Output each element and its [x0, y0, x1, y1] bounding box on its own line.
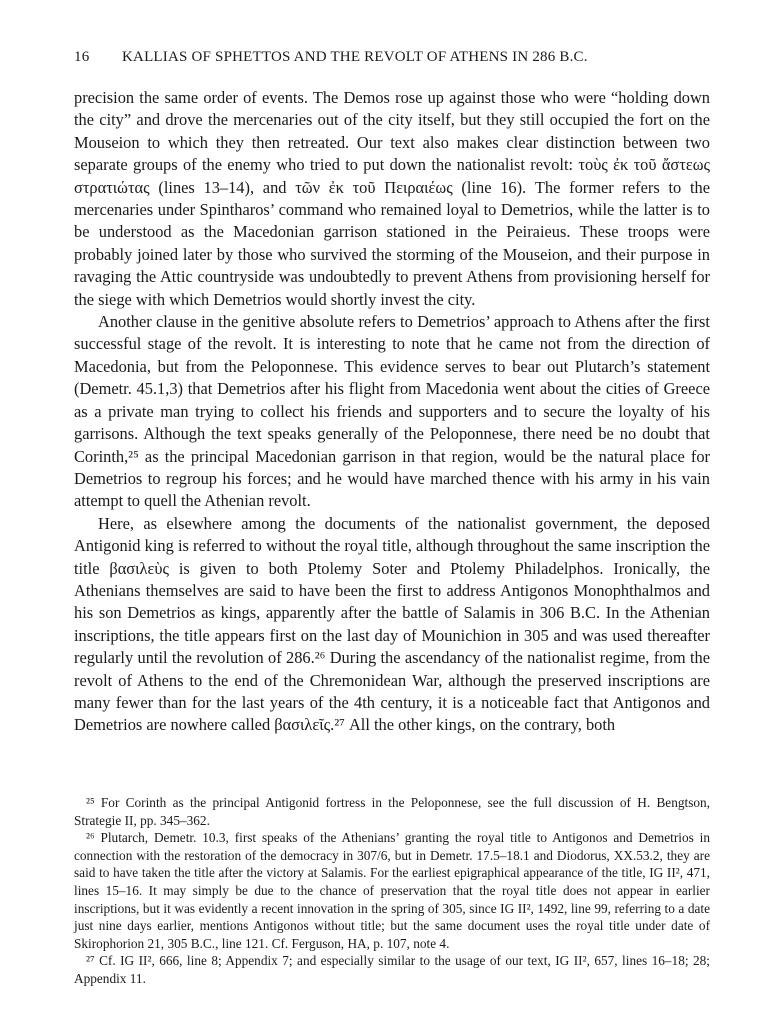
paragraph: precision the same order of events. The Demos rose up against those who were “holding down the city” and drove the mercenaries out of the city itself, but they still occupied the fort on the Mouseion to which they then retreated. Our text also makes clear distinction between two separate groups of the enemy who tried to put down the nationalist revolt: τοὺς ἐκ τοῦ ἄστεως στρατιώτας (lines 13–14), and τῶν ἐκ τοῦ Πειραιέως (line 16). The former refers to the mercenaries under Spintharos’ command who remained loyal to Demetrios, while the latter is to be understood as the Macedonian garrison stationed in the Peiraieus. These troops were probably joined later by those who survived the storming of the Mouseion, and their purpose in ravaging the Attic countryside was undoubtedly to prevent Athens from provisioning herself for the siege with which Demetrios would shortly invest the city.: [74, 88, 710, 309]
footnote-25: ²⁵ For Corinth as the principal Antigonid fortress in the Peloponnese, see the full discussion of H. Bengtson, Strategie II, pp. 345–362.: [74, 795, 710, 828]
footnote-26: ²⁶ Plutarch, Demetr. 10.3, first speaks of the Athenians’ granting the royal title to Antigonos and Demetrios in connection with the restoration of the democracy in 307/6, but in Demetr. 17.5–18.1 and Diodorus, XX.53.2, they are said to have taken the title after the victory at Salamis. For the earliest epigraphical appearance of the title, IG II², 471, lines 15–16. It may simply be due to the chance of preservation that the royal title does not appear in earlier inscriptions, but it was evidently a recent innovation in the spring of 305, since IG II², 1492, line 99, referring to a date just nine days earlier, mentions Antigonos without title; but the same document uses the royal title under date of Skirophorion 21, 305 B.C., line 121. Cf. Ferguson, HA, p. 107, note 4.: [74, 830, 710, 951]
running-title: KALLIAS OF SPHETTOS AND THE REVOLT OF ATHENS IN 286 B.C.: [122, 49, 588, 65]
footnotes: [74, 794, 710, 988]
footnote-27: ²⁷ Cf. IG II², 666, line 8; Appendix 7; and especially similar to the usage of our text, IG II², 657, lines 16–18; 28; Appendix 11.: [74, 953, 710, 986]
paragraph: Another clause in the genitive absolute refers to Demetrios’ approach to Athens after the first successful stage of the revolt. It is interesting to note that he came not from the direction of Macedonia, but from the Peloponnese. This evidence serves to bear out Plutarch’s statement (Demetr. 45.1,3) that Demetrios after his flight from Macedonia went about the cities of Greece as a private man trying to collect his friends and supporters and to secure the loyalty of his garrisons. Although the text speaks generally of the Peloponnese, there need be no doubt that Corinth,²⁵ as the principal Macedonian garrison in that region, would be the natural place for Demetrios to regroup his forces; and he would have marched thence with his army in his vain attempt to quell the Athenian revolt.: [74, 312, 710, 511]
running-header: [74, 49, 710, 66]
paragraph: Here, as elsewhere among the documents of the nationalist government, the deposed Antigonid king is referred to without the royal title, although throughout the same inscription the title βασιλεὺς is given to both Ptolemy Soter and Ptolemy Philadelphos. Ironically, the Athenians themselves are said to have been the first to address Antigonos Monophthalmos and his son Demetrios as kings, apparently after the battle of Salamis in 306 B.C. In the Athenian inscriptions, the title appears first on the last day of Mounichion in 305 and was used thereafter regularly until the revolution of 286.²⁶ During the ascendancy of the nationalist regime, from the revolt of Athens to the end of the Chremonidean War, although the preserved inscriptions are many fewer than for the last years of the 4th century, it is a noticeable fact that Antigonos and Demetrios are nowhere called βασιλεῖς.²⁷ All the other kings, on the contrary, both: [74, 513, 710, 735]
main-text: [74, 87, 710, 737]
page-number: 16: [74, 49, 90, 65]
